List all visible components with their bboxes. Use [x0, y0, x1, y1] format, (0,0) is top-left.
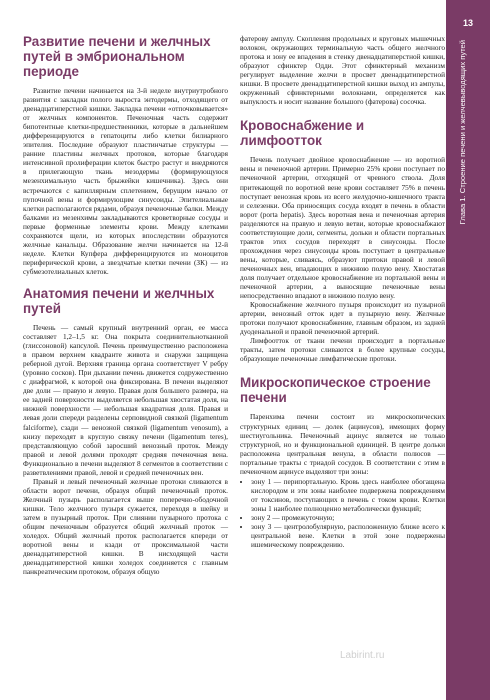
- zone-list: [240, 477, 445, 549]
- list-item: • зону 1 — перипортальную. Кровь здесь наиболее обогащена кислородом и эти зоны наиболее подвержена повреждениям от токсинов, поступающих в печень с током крови. Клетки зоны 1 наиболее полноценно метаболически функций;: [251, 477, 445, 513]
- paragraph: фатерову ампулу. Скопления продольных и круговых мышечных волокон, окружающих терминальную часть общего желчного протока и зону ее впадения в стенку двенадцатиперстной кишки, образуют сфинктер Одди. Этот сфинктерный механизм регулирует выделение желчи в просвет двенадцатиперстной кишки. В просвете двенадцатиперстной кишки выход из ампулы, окруженный сфинктерными волокнами, определяется как выпуклость и носит название большого (фатерова) сосочка.: [240, 34, 445, 107]
- paragraph: Печень получает двойное кровоснабжение — из воротной вены и печеночной артерии. Примерно 25% крови поступает по печеночной артерии, отходящей от чревного ствола. Доля притекающей по воротной вене крови составляет 75% в печень поступает венозная кровь из всего желудочно-кишечного тракта и селезенки. Оба приносящих сосуда входят в печень в области ворот (porta hepatis). Здесь воротная вена и печеночная артерия разделяются на правую и левую ветви, которые кровоснабжают соответствующие доли, сегменты, дольки и области портальных трактов этих сосудов переходят в синусоиды. После прохождения через синусоиды кровь поступает в центральные вены, которые, сливаясь, образуют притоки правой и левой печеночных вен, впадающих в нижнюю полую вену. Хвостатая доля получает отдельное кровоснабжение из портальной вены и печеночной артерии, а выносящие печеночные вены непосредственно впадают в нижнюю полую вену.: [240, 155, 445, 301]
- watermark: Labirint.ru: [340, 650, 385, 661]
- chapter-title: Глава 1. Строение печени и желчевыводящих путей: [458, 40, 467, 225]
- section-title-microscopic: Микроскопическое строение печени: [240, 375, 431, 406]
- list-item: • зону 3 — центролобулярную, расположенную ближе всего к центральной вене. Клетки в этой зоне подвержены ишемическому повреждению.: [251, 522, 445, 549]
- section-title-anatomy: Анатомия печени и желчных путей: [23, 285, 215, 316]
- paragraph: Развитие печени начинается на 3-й неделе внутриутробного развития с закладки полого выроста энтодермы, отходящего от двенадцатиперстной кишки. Закладка печени «отпочковывается» от желчных компонентов. Печеночная часть содержит бипотентные клетки-предшественники, которые в дальнейшем дифференцируются в гепатоциты либо клетки билиарного эпителия. Последние образуют пластинчатые структуры — ранние пластины желчных протоков, которые благодаря интенсивной пролиферации клеток быстро растут и внедряются в прилегающую ткань мезодермы (формирующуюся мезенхимальную часть брыжейки кишечника). Здесь они встречаются с капиллярным сплетением, берущим начало от пупочной вены и формирующим синусоиды. Эпителиальные клетки располагаются рядами, образуя печеночные балки. Между балками из мезенхимы закладываются кроветворные сосуды и первые форменные элементы крови. Между клетками сохраняются щели, из которых впоследствии образуются желчные канальцы. Образование желчи начинается на 12-й неделе. Клетки Купфера дифференцируются из моноцитов периферической крови, а звездчатые клетки печени (ЗК) — из субмезотелиальных клеток.: [23, 86, 228, 276]
- left-column: [23, 34, 228, 576]
- paragraph: Правый и левый печеночный желчные протоки сливаются в области ворот печени, образуя общий печеночный проток. Желчный пузырь располагается выше поперечно-ободочной кишки. Тело желчного пузыря сужается, переходя в шейку и затем в пузырный проток. При слиянии пузырного протока с общим печеночным образуется общий желчный проток — холедох. Общий желчный проток располагается кпереди от воротной вены и кзади от проксимальной части двенадцатиперстной кишки. В нисходящей части двенадцатиперстной кишки холедох соединяется с главным панкреатическим протоком, образуя общую: [23, 476, 228, 577]
- chapter-title-wrap: [452, 40, 474, 370]
- paragraph: Кровоснабжение желчного пузыря происходит из пузырной артерии, венозный отток идет в пузырную вену. Желчные протоки получают кровоснабжение, главным образом, из задней дуоденальной и правой печеночной артерий.: [240, 300, 445, 337]
- section-title-blood-supply: Кровоснабжение и лимфоотток: [240, 118, 365, 149]
- paragraph: Печень — самый крупный внутренний орган, ее масса составляет 1,2–1,5 кг. Она покрыта соединительнотканной (глиссоновой) капсулой. Печень преимущественно расположена в правом верхнем квадранте живота и снаружи защищена реберной дугой. Верхняя граница органа соответствует V ребру (уровню сосков). При дыхании печень движется содружественно с диафрагмой, к которой она фиксирована. В печени выделяют две доли — правую и левую. Правая доля большего размера, на ее задней поверхности выделяется небольшая хвостатая доля, на нижней поверхности — небольшая квадратная доля. Правая и левая доли спереди разделены серповидной связкой (ligamentum falciforme), сзади — венозной связкой (ligamentum venosum), а книзу переходят в круглую связку печени (ligamentum teres), представляющую собой заросший венозный проток. Между правой и левой долями проходят средняя печеночная вена. Функционально в печени выделяют 8 сегментов в соответствии с разветвлениями правой, левой и средней печеночных вен.: [23, 322, 228, 477]
- paragraph: Лимфоотток от ткани печени происходит в портальные тракты, затем протоки сливаются в более крупные сосуды, образующие печеночные лимфатические протоки.: [240, 336, 445, 364]
- list-item: • зону 2 — промежуточную;: [251, 513, 445, 522]
- page-number: 13: [462, 18, 473, 28]
- right-column: [240, 34, 445, 549]
- paragraph: Паренхима печени состоит из микроскопических структурных единиц — долек (ацинусов), имеющих форму шестиугольника. Печеночный ацинус является не только структурной, но и функциональной единицей. В центре дольки расположена центральная венула, в области полюсов — портальные тракты с триадой сосудов. В соответствии с этим в печеночном ацинусе выделяют три зоны:: [240, 412, 445, 476]
- section-title-development: Развитие печени и желчных путей в эмбриональном периоде: [23, 34, 211, 79]
